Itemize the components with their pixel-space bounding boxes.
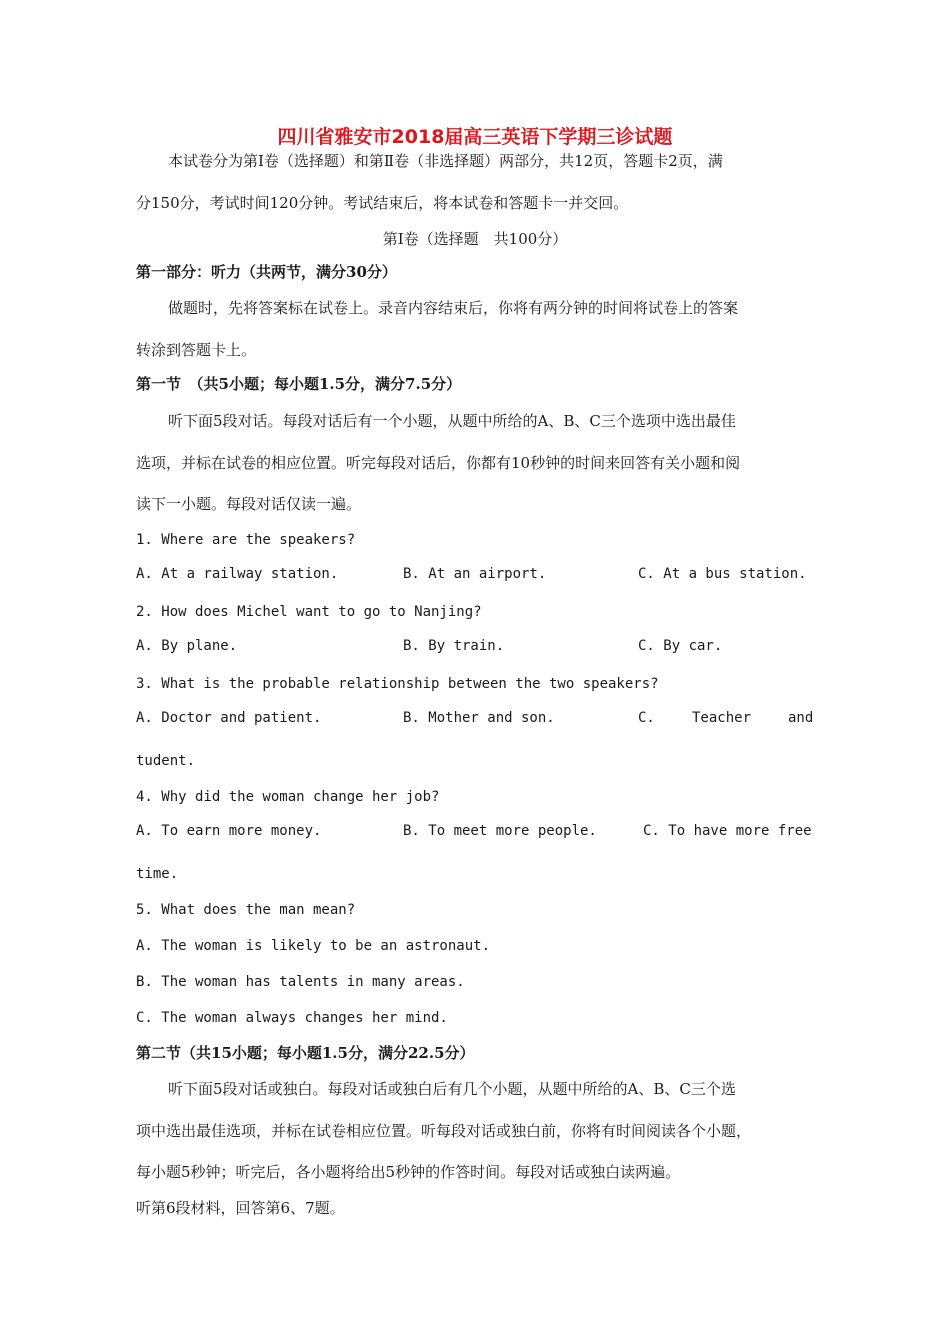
option-b: B. At an airport. bbox=[403, 566, 547, 582]
option-c: C. bbox=[638, 710, 655, 726]
section1-instruction-line-2: 选项，并标在试卷的相应位置。听完每段对话后，你都有10秒钟的时间来回答有关小题和阅 bbox=[136, 454, 741, 472]
question-stem: 5. What does the man mean? bbox=[136, 902, 356, 918]
section1-instruction-line-3: 读下一小题。每段对话仅读一遍。 bbox=[136, 495, 362, 513]
intro-line-1: 本试卷分为第Ⅰ卷（选择题）和第Ⅱ卷（非选择题）两部分，共12页，答题卡2页，满 bbox=[168, 152, 723, 170]
volume-heading: 第Ⅰ卷（选择题 共100分） bbox=[382, 230, 568, 248]
intro-line-2: 分150分，考试时间120分钟。考试结束后，将本试卷和答题卡一并交回。 bbox=[136, 194, 629, 212]
part1-instruction-line-2: 转涂到答题卡上。 bbox=[136, 341, 257, 359]
page-title: 四川省雅安市2018届高三英语下学期三诊试题 bbox=[277, 126, 673, 148]
option-b: B. By train. bbox=[403, 638, 505, 654]
section2-instruction-line-2: 项中选出最佳选项，并标在试卷相应位置。听每段对话或独白前，你将有时间阅读各个小题， bbox=[136, 1122, 752, 1140]
question-stem: 4. Why did the woman change her job? bbox=[136, 789, 440, 805]
section2-instruction-line-3: 每小题5秒钟；听完后，各小题将给出5秒钟的作答时间。每段对话或独白读两遍。 bbox=[136, 1163, 681, 1181]
section1-instruction-line-1: 听下面5段对话。每段对话后有一个小题，从题中所给的A、B、C三个选项中选出最佳 bbox=[168, 412, 736, 430]
option-b: B. The woman has talents in many areas. bbox=[136, 974, 465, 990]
option-a: A. By plane. bbox=[136, 638, 238, 654]
option-a: A. Doctor and patient. bbox=[136, 710, 322, 726]
option-b: B. Mother and son. bbox=[403, 710, 555, 726]
option-c: C. To have more free bbox=[643, 823, 812, 839]
question-stem: 2. How does Michel want to go to Nanjing? bbox=[136, 604, 482, 620]
section1-heading: 第一节 （共5小题；每小题1.5分，满分7.5分） bbox=[136, 375, 462, 393]
question-stem: 3. What is the probable relationship between the two speakers? bbox=[136, 676, 659, 692]
option-a: A. At a railway station. bbox=[136, 566, 339, 582]
option-c: C. By car. bbox=[638, 638, 723, 654]
option-c: C. The woman always changes her mind. bbox=[136, 1010, 448, 1026]
option-c-word: Teacher bbox=[692, 710, 752, 726]
question-stem: 1. Where are the speakers? bbox=[136, 532, 356, 548]
option-c-continuation: tudent. bbox=[136, 753, 196, 769]
option-a: A. To earn more money. bbox=[136, 823, 322, 839]
section2-heading: 第二节（共15小题；每小题1.5分，满分22.5分） bbox=[136, 1044, 475, 1062]
listening-note: 听第6段材料，回答第6、7题。 bbox=[136, 1199, 345, 1217]
part1-heading: 第一部分：听力（共两节，满分30分） bbox=[136, 263, 397, 281]
option-c-continuation: time. bbox=[136, 866, 179, 882]
option-a: A. The woman is likely to be an astronaut. bbox=[136, 938, 491, 954]
option-c: C. At a bus station. bbox=[638, 566, 807, 582]
option-c-word: and bbox=[788, 710, 814, 726]
part1-instruction-line-1: 做题时，先将答案标在试卷上。录音内容结束后，你将有两分钟的时间将试卷上的答案 bbox=[168, 299, 739, 317]
section2-instruction-line-1: 听下面5段对话或独白。每段对话或独白后有几个小题，从题中所给的A、B、C三个选 bbox=[168, 1080, 736, 1098]
option-b: B. To meet more people. bbox=[403, 823, 597, 839]
